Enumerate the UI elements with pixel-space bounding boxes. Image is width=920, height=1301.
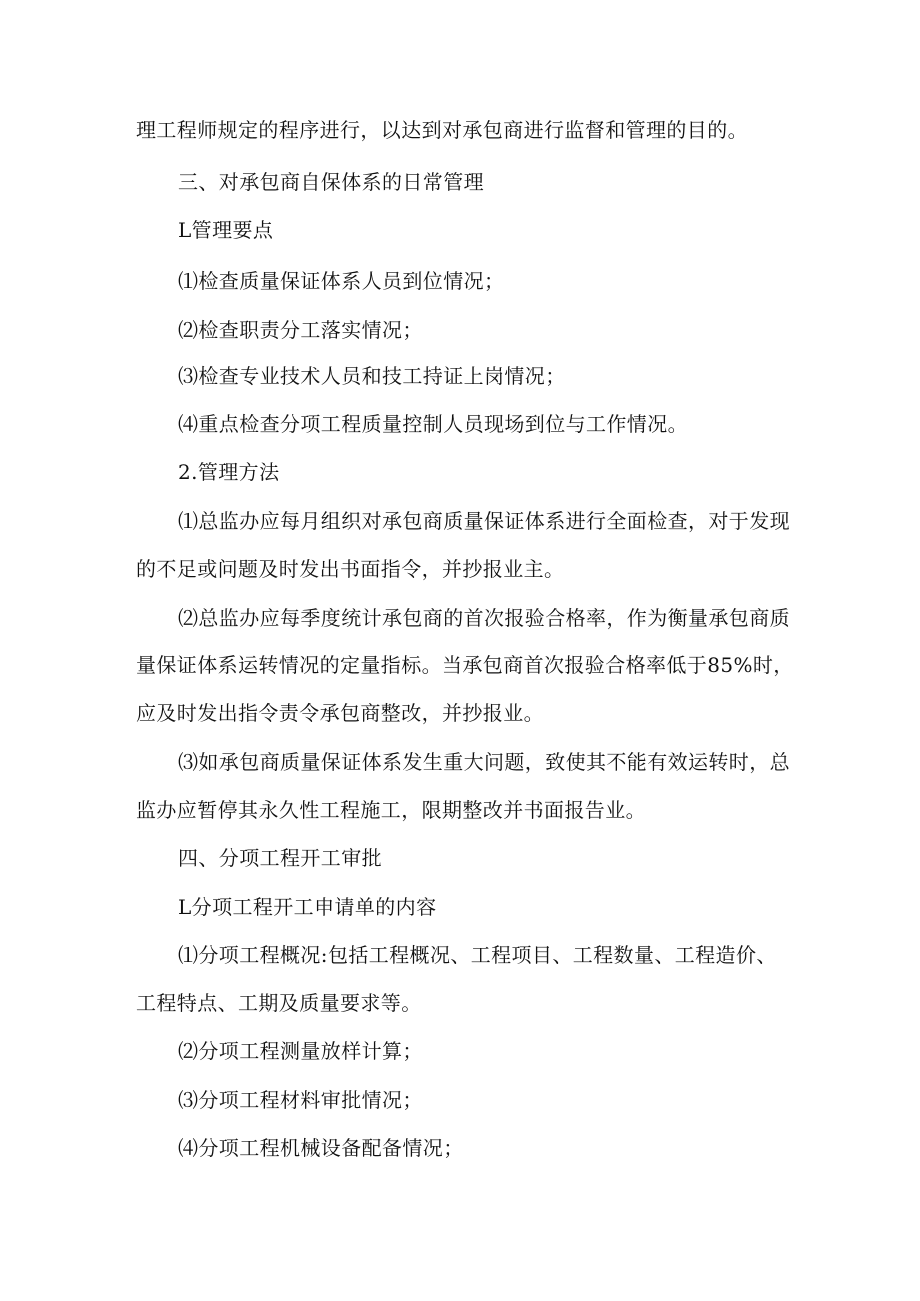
section-heading-3: 三、对承包商自保体系的日常管理 — [178, 170, 484, 194]
content-item-1-line-2: 工程特点、工期及质量要求等。 — [136, 991, 422, 1015]
list-item-1: ⑴检查质量保证体系人员到位情况； — [178, 269, 505, 293]
method-2-line-1: ⑵总监办应每季度统计承包商的首次报验合格率，作为衡量承包商质 — [178, 606, 790, 630]
subheading-management-points: L管理要点 — [178, 218, 274, 242]
method-2-line-3: 应及时发出指令责令承包商整改，并抄报业。 — [136, 701, 544, 725]
content-item-4: ⑷分项工程机械设备配备情况； — [178, 1136, 464, 1160]
section-heading-4: 四、分项工程开工审批 — [178, 846, 382, 870]
subheading-management-methods: 2.管理方法 — [178, 460, 280, 484]
paragraph-line-continuation: 理工程师规定的程序进行，以达到对承包商进行监督和管理的目的。 — [136, 118, 748, 142]
method-1-line-2: 的不足或问题及时发出书面指令，并抄报业主。 — [136, 557, 565, 581]
method-3-line-2: 监办应暂停其永久性工程施工，限期整改并书面报告业。 — [136, 798, 646, 822]
method-1-line-1: ⑴总监办应每月组织对承包商质量保证体系进行全面检查，对于发现 — [178, 509, 790, 533]
content-item-1-line-1: ⑴分项工程概况:包括工程概况、工程项目、工程数量、工程造价、 — [178, 943, 777, 967]
list-item-3: ⑶检查专业技术人员和技工持证上岗情况； — [178, 364, 566, 388]
list-item-2: ⑵检查职责分工落实情况； — [178, 318, 423, 342]
method-2-line-2: 量保证体系运转情况的定量指标。当承包商首次报验合格率低于85%时， — [136, 653, 794, 677]
content-item-2: ⑵分项工程测量放样计算； — [178, 1039, 423, 1063]
content-item-3: ⑶分项工程材料审批情况； — [178, 1088, 423, 1112]
subheading-application-contents: L分项工程开工申请单的内容 — [178, 895, 437, 919]
list-item-4: ⑷重点检查分项工程质量控制人员现场到位与工作情况。 — [178, 412, 688, 436]
method-3-line-1: ⑶如承包商质量保证体系发生重大问题，致使其不能有效运转时，总 — [178, 750, 790, 774]
